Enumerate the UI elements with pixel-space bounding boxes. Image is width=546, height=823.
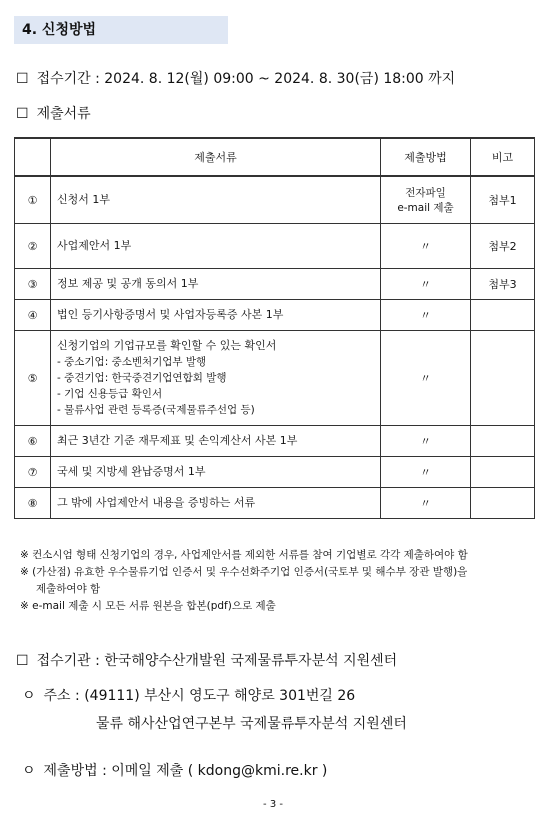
note bbox=[471, 426, 535, 457]
note bbox=[471, 300, 535, 331]
row-number: ⑦ bbox=[15, 457, 51, 488]
document-name bbox=[51, 331, 381, 426]
submission-method-text: 제출방법 : 이메일 제출 ( kdong@kmi.re.kr ) bbox=[43, 763, 328, 779]
document-name: 그 밖에 사업제안서 내용을 증빙하는 서류 bbox=[51, 488, 381, 519]
documents-table bbox=[14, 137, 535, 519]
address-line-2: 물류 해사산업연구본부 국제물류투자분석 지원센터 bbox=[96, 716, 407, 732]
document-name: 정보 제공 및 공개 동의서 1부 bbox=[51, 269, 381, 300]
table-header-row bbox=[15, 138, 535, 176]
checkbox-square-icon: ☐ bbox=[16, 106, 29, 122]
header-method: 제출방법 bbox=[381, 138, 471, 176]
header-documents: 제출서류 bbox=[51, 138, 381, 176]
receiving-agency bbox=[16, 650, 397, 670]
table-row bbox=[15, 331, 535, 426]
row-number: ⑤ bbox=[15, 331, 51, 426]
row-number: ⑧ bbox=[15, 488, 51, 519]
receiving-agency-text: 접수기관 : 한국해양수산개발원 국제물류투자분석 지원센터 bbox=[36, 653, 398, 669]
submission-method: 〃 bbox=[381, 426, 471, 457]
note bbox=[471, 331, 535, 426]
note: 첨부2 bbox=[471, 224, 535, 269]
header-note: 비고 bbox=[471, 138, 535, 176]
address-line bbox=[22, 685, 355, 705]
checkbox-square-icon: ☐ bbox=[16, 71, 29, 87]
documents-heading bbox=[16, 103, 91, 123]
table-row bbox=[15, 224, 535, 269]
application-period-text: 접수기간 : 2024. 8. 12(월) 09:00 ~ 2024. 8. 30(금) 18:00 까지 bbox=[36, 71, 456, 87]
method-line: e-mail 제출 bbox=[397, 202, 454, 214]
submission-method: 〃 bbox=[381, 224, 471, 269]
documents-heading-text: 제출서류 bbox=[36, 106, 91, 122]
document-name: 신청서 1부 bbox=[51, 176, 381, 224]
table-row bbox=[15, 488, 535, 519]
row-number: ⑥ bbox=[15, 426, 51, 457]
circle-bullet-icon: ㅇ bbox=[22, 688, 36, 704]
notes bbox=[20, 547, 534, 615]
document-name: 법인 등기사항증명서 및 사업자등록증 사본 1부 bbox=[51, 300, 381, 331]
table-row bbox=[15, 457, 535, 488]
document-name-line: - 중소기업: 중소벤처기업부 발행 bbox=[57, 356, 207, 368]
table-row bbox=[15, 269, 535, 300]
section-title: 4. 신청방법 bbox=[14, 16, 228, 44]
page-number: - 3 - bbox=[263, 799, 283, 810]
table-row bbox=[15, 426, 535, 457]
method-line: 전자파일 bbox=[405, 187, 446, 199]
application-period bbox=[16, 68, 455, 88]
submission-method bbox=[381, 176, 471, 224]
note-line: 제출하여야 함 bbox=[36, 583, 101, 595]
submission-method: 〃 bbox=[381, 457, 471, 488]
document-name: 최근 3년간 기준 재무제표 및 손익계산서 사본 1부 bbox=[51, 426, 381, 457]
note-line: ※ (가산점) 유효한 우수물류기업 인증서 및 우수선화주기업 인증서(국토부 및 해수부 장관 발행)을 bbox=[20, 566, 468, 578]
submission-method: 〃 bbox=[381, 331, 471, 426]
note bbox=[471, 488, 535, 519]
document-name-line: - 기업 신용등급 확인서 bbox=[57, 388, 163, 400]
note bbox=[471, 457, 535, 488]
note: 첨부3 bbox=[471, 269, 535, 300]
submission-method: 〃 bbox=[381, 269, 471, 300]
document-name-line: - 중견기업: 한국중견기업연합회 발행 bbox=[57, 372, 227, 384]
document-name-line: 신청기업의 기업규모를 확인할 수 있는 확인서 bbox=[57, 339, 277, 352]
note-line: ※ e-mail 제출 시 모든 서류 원본을 합본(pdf)으로 제출 bbox=[20, 600, 276, 612]
circle-bullet-icon: ㅇ bbox=[22, 763, 36, 779]
row-number: ③ bbox=[15, 269, 51, 300]
table-row bbox=[15, 300, 535, 331]
note: 첨부1 bbox=[471, 176, 535, 224]
submission-method-line bbox=[22, 760, 327, 780]
row-number: ② bbox=[15, 224, 51, 269]
document-name: 사업제안서 1부 bbox=[51, 224, 381, 269]
note-line: ※ 컨소시엄 형태 신청기업의 경우, 사업제안서를 제외한 서류를 참여 기업별로 각각 제출하여야 함 bbox=[20, 549, 468, 561]
document-name: 국세 및 지방세 완납증명서 1부 bbox=[51, 457, 381, 488]
address-text: 주소 : (49111) 부산시 영도구 해양로 301번길 26 bbox=[43, 688, 356, 704]
checkbox-square-icon: ☐ bbox=[16, 653, 29, 669]
table-row bbox=[15, 176, 535, 224]
submission-method: 〃 bbox=[381, 488, 471, 519]
row-number: ④ bbox=[15, 300, 51, 331]
header-no bbox=[15, 138, 51, 176]
submission-method: 〃 bbox=[381, 300, 471, 331]
row-number: ① bbox=[15, 176, 51, 224]
document-name-line: - 물류사업 관련 등록증(국제물류주선업 등) bbox=[57, 404, 255, 416]
